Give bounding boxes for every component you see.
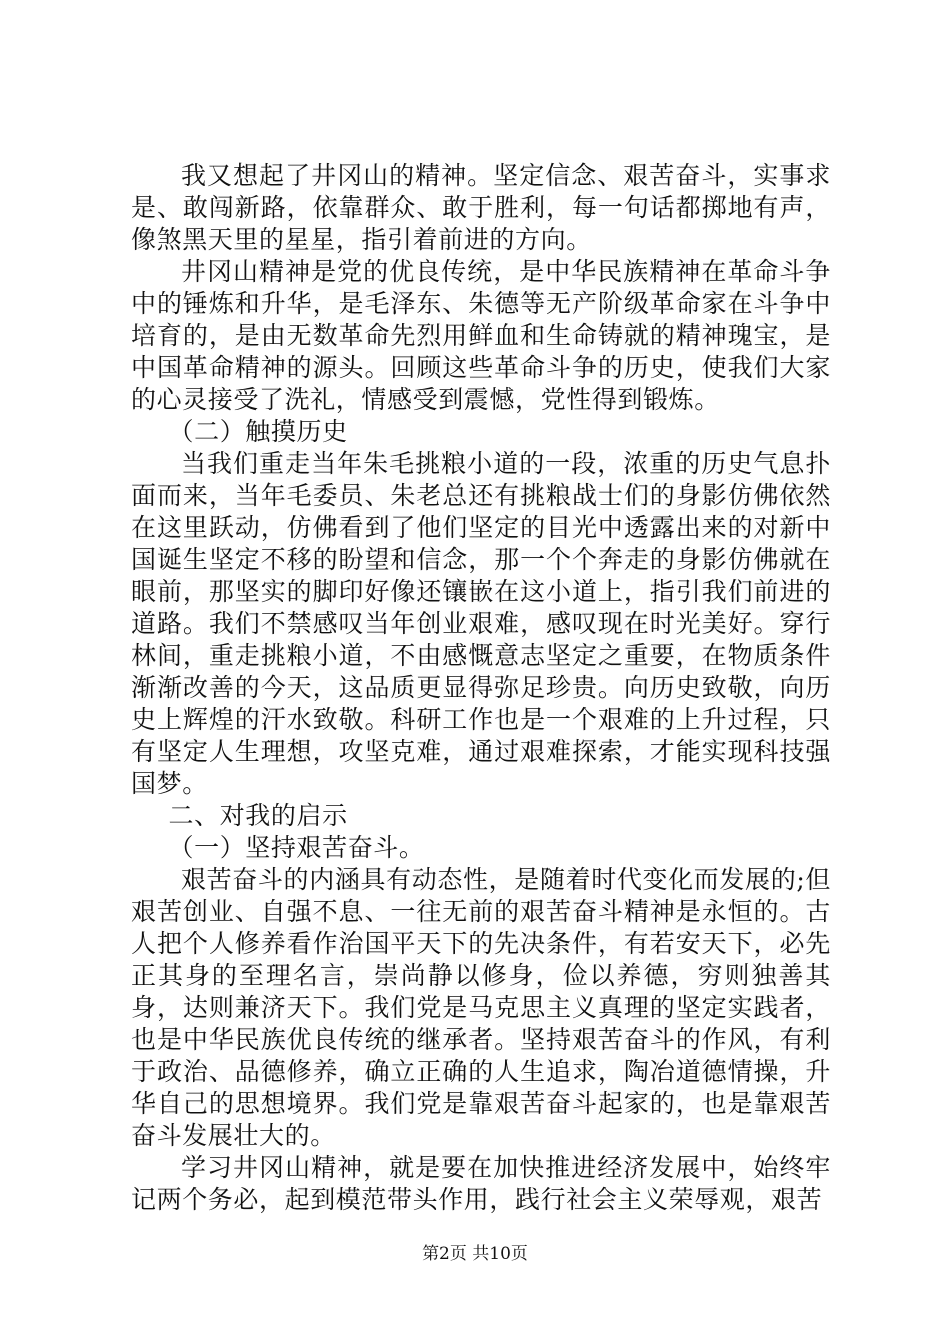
section-heading-inspiration: 二、对我的启示 bbox=[168, 801, 348, 830]
paragraph-study-spirit: 学习井冈山精神，就是要在加快推进经济发展中，始终牢记两个务必，起到模范带头作用，践行社会主义荣辱观，艰苦 bbox=[131, 1153, 831, 1214]
section-heading-touch-history: （二）触摸历史 bbox=[168, 417, 348, 446]
paragraph-hard-work: 艰苦奋斗的内涵具有动态性，是随着时代变化而发展的;但艰苦创业、自强不息、一往无前的艰苦奋斗精神是永恒的。古人把个人修养看作治国平天下的先决条件，有若安天下，必先正其身的至理名言，崇尚静以修身，俭以养德，穷则独善其身，达则兼济天下。我们党是马克思主义真理的坚定实践者，也是中华民族优良传统的继承者。坚持艰苦奋斗的作风，有利于政治、品德修养，确立正确的人生追求，陶冶道德情操，升华自己的思想境界。我们党是靠艰苦奋斗起家的，也是靠艰苦奋斗发展壮大的。 bbox=[131, 865, 831, 1150]
paragraph-jinggangshan-spirit-recall: 我又想起了井冈山的精神。坚定信念、艰苦奋斗，实事求是、敢闯新路，依靠群众、敢于胜利，每一句话都掷地有声，像煞黑天里的星星，指引着前进的方向。 bbox=[131, 161, 831, 254]
document-body bbox=[131, 160, 831, 1216]
paragraph-grain-path: 当我们重走当年朱毛挑粮小道的一段，浓重的历史气息扑面而来，当年毛委员、朱老总还有挑粮战士们的身影仿佛依然在这里跃动，仿佛看到了他们坚定的目光中透露出来的对新中国诞生坚定不移的盼望和信念，那一个个奔走的身影仿佛就在眼前，那坚实的脚印好像还镶嵌在这小道上，指引我们前进的道路。我们不禁感叹当年创业艰难，感叹现在时光美好。穿行林间，重走挑粮小道，不由感慨意志坚定之重要，在物质条件渐渐改善的今天，这品质更显得弥足珍贵。向历史致敬，向历史上辉煌的汗水致敬。科研工作也是一个艰难的上升过程，只有坚定人生理想，攻坚克难，通过艰难探索，才能实现科技强国梦。 bbox=[131, 449, 831, 798]
page-number-footer: 第2页 共10页 bbox=[422, 1244, 528, 1264]
paragraph-party-tradition: 井冈山精神是党的优良传统，是中华民族精神在革命斗争中的锤炼和升华，是毛泽东、朱德等无产阶级革命家在斗争中培育的，是由无数革命先烈用鲜血和生命铸就的精神瑰宝，是中国革命精神的源头。回顾这些革命斗争的历史，使我们大家的心灵接受了洗礼，情感受到震憾，党性得到锻炼。 bbox=[131, 257, 831, 414]
section-heading-hard-work: （一）坚持艰苦奋斗。 bbox=[168, 833, 425, 862]
